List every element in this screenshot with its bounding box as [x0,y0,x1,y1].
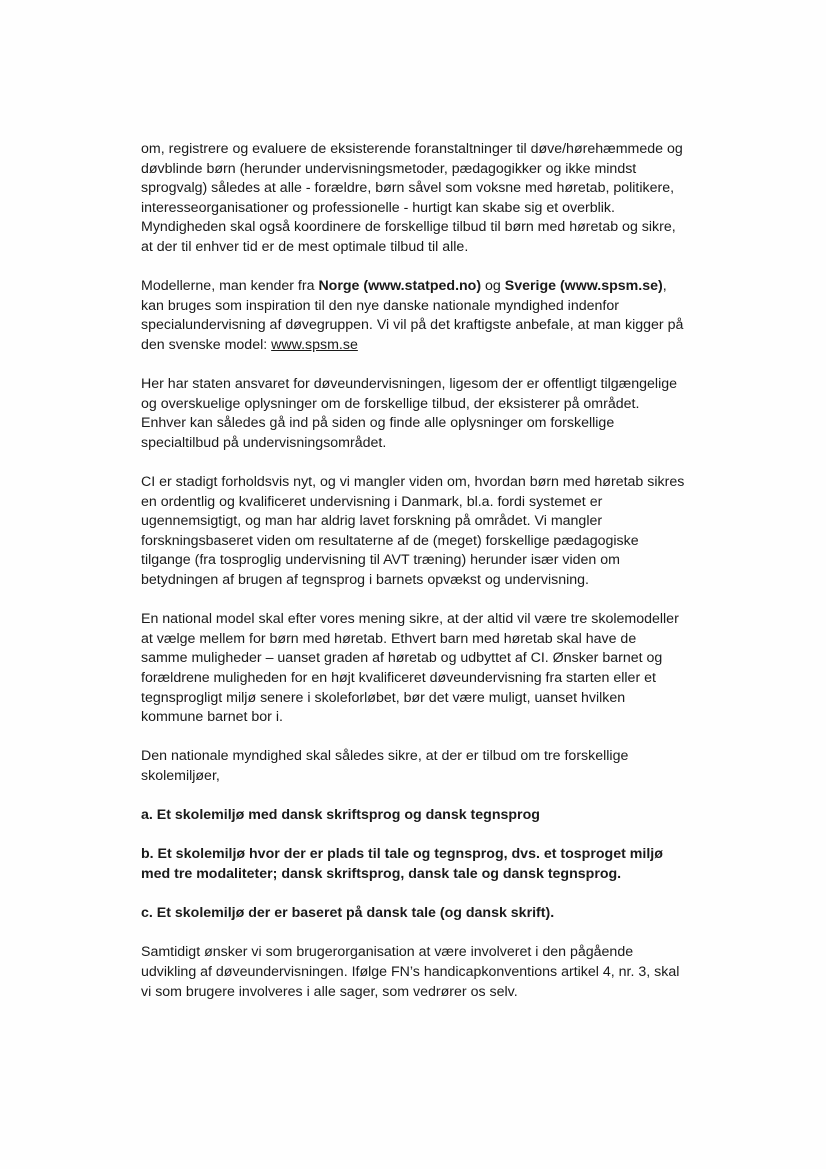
paragraph-ci: CI er stadigt forholdsvis nyt, og vi mangler viden om, hvordan børn med høretab sikres en ordentlig og kvalificeret undervisning i Danmark, bl.a. fordi systemet er ugennemsigtigt, og man har aldrig lavet forskning på området. Vi mangler forskningsbaseret viden om resultaterne af de (meget) forskellige pædagogiske tilgange (fra tosproglig undervisning til AVT træning) herunder især viden om betydningen af brugen af tegnsprog i barnets opvækst og undervisning. [141,474,685,589]
paragraph-modeller-text-1: Modellerne, man kender fra [141,278,319,295]
paragraph-staten: Her har staten ansvaret for døveundervisningen, ligesom der er offentligt tilgængelige og overskuelige oplysninger om de forskellige tilbud, der eksisterer på området. Enhver kan således gå ind på siden og finde alle oplysninger om forskellige specialtilbud på undervisningsområdet. [141,376,678,451]
sverige-reference: Sverige (www.spsm.se) [504,278,663,295]
paragraph-modeller-text-3: , kan bruges som inspiration til den nye danske nationale myndighed indenfor specialundervisning af døvegruppen. Vi vil på det kraftigste anbefale, at man kigger på den svenske model: [141,278,684,353]
paragraph-myndighed: om, registrere og evaluere de eksisterende foranstaltninger til døve/hørehæmmede og døvblinde børn (herunder undervisningsmetoder, pædagogikker og ikke mindst sprogvalg) således at alle - forældre, børn såvel som voksne med høretab, politikere, interesseorganisationer og professionelle - hurtigt kan skabe sig et overblik. Myndigheden skal også koordinere de forskellige tilbud til børn med høretab og sikre, at der til enhver tid er de mest optimale tilbud til alle. [141,141,683,255]
paragraph-brugerorganisation: Samtidigt ønsker vi som brugerorganisation at være involveret i den pågående udvikling af døveundervisningen. Ifølge FN’s handicapkonventions artikel 4, nr. 3, skal vi som brugere involveres i alle sager, som vedrører os selv. [141,944,680,1000]
spsm-link[interactable]: www.spsm.se [271,336,358,353]
paragraph-skolemiljoer: Den nationale myndighed skal således sikre, at der er tilbud om tre forskellige skolemiljøer, [141,748,629,784]
norge-reference: Norge (www.statped.no) [318,278,482,295]
list-item-b: b. Et skolemiljø hvor der er plads til tale og tegnsprog, dvs. et tosproget miljø med tre modaliteter; dansk skriftsprog, dansk tale og dansk tegnsprog. [141,846,663,882]
list-item-a: a. Et skolemiljø med dansk skriftsprog og dansk tegnsprog [141,807,540,824]
paragraph-modeller-text-2: og [481,278,505,295]
list-item-c: c. Et skolemiljø der er baseret på dansk tale (og dansk skrift). [141,905,555,922]
paragraph-national-model: En national model skal efter vores mening sikre, at der altid vil være tre skolemodeller at vælge mellem for børn med høretab. Ethvert barn med høretab skal have de samme muligheder – uanset graden af høretab og udbyttet af CI. Ønsker barnet og forældrene muligheden for en højt kvalificeret døveundervisning fra starten eller et tegnsprogligt miljø senere i skoleforløbet, bør det være muligt, uanset hvilken kommune barnet bor i. [141,611,679,726]
paragraph-modeller [141,277,686,355]
document-body [141,140,686,1022]
